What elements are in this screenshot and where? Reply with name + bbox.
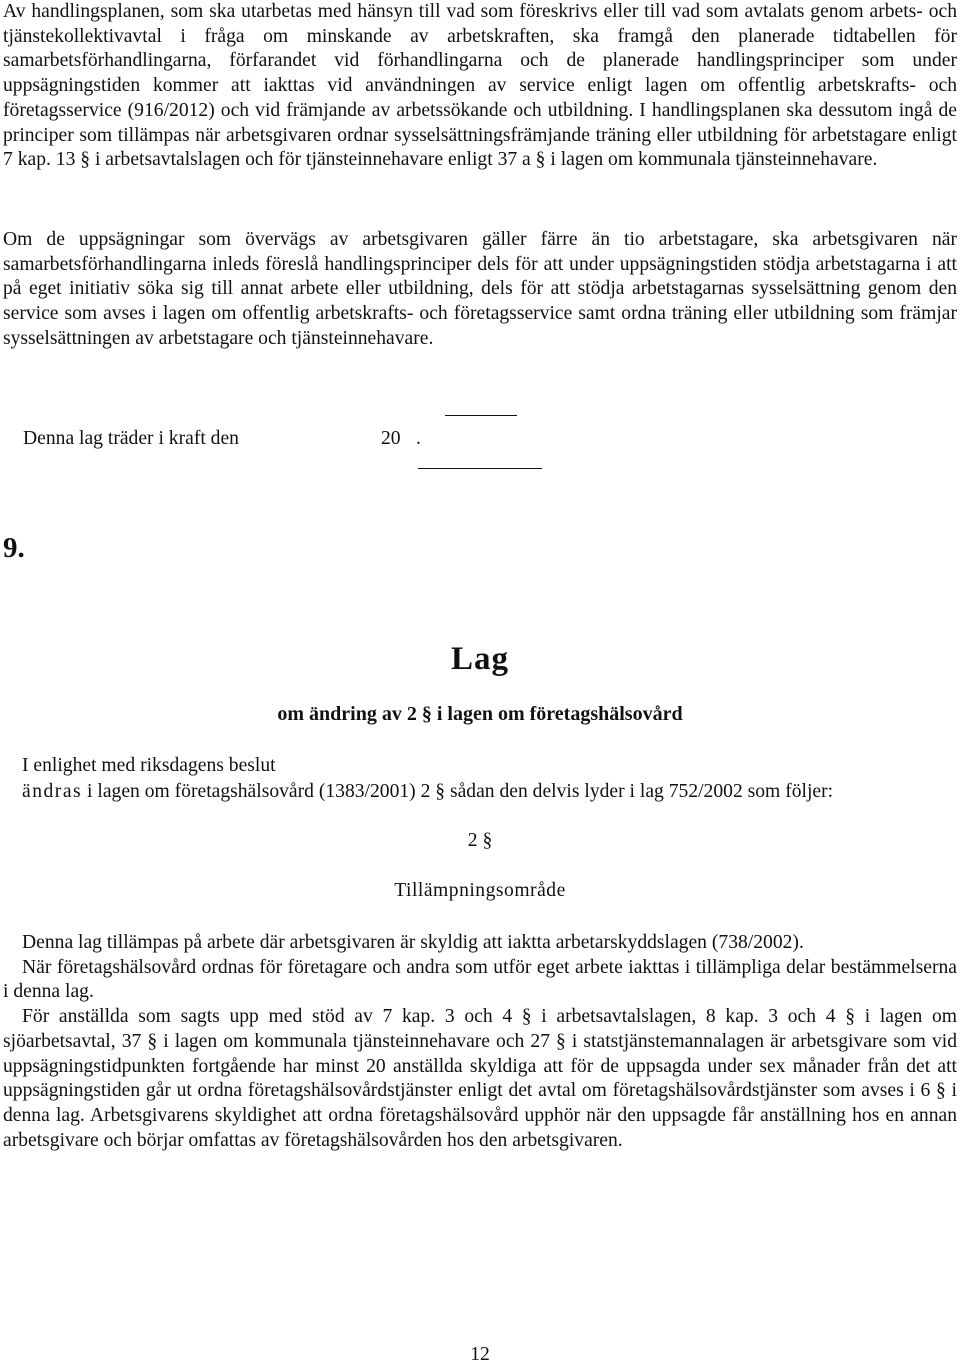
decree-amendment — [3, 780, 957, 805]
section-number: 9. — [3, 532, 25, 564]
body-paragraph-entrepreneurs: När företagshälsovård ordnas för företagare och andra som utför eget arbete iakttas i tillämpliga delar bestämmelserna i denna lag. — [3, 956, 957, 1003]
body-paragraph-dismissed-employees: För anställda som sagts upp med stöd av 7 kap. 3 och 4 § i arbetsavtalslagen, 8 kap. 3 och 4 § i lagen om sjöarbetsavtal, 37 § i lagen om kommunala tjänsteinnehavare och 27 § i statstjänstemannalagen är arbetsgivare som vid uppsägningstidpunkten fortgående har minst 20 anställda skyldiga att för de uppsagda under sex månader från det att uppsägningstiden går ut ordna företagshälsovårdstjänster enligt det avtal om företagshälsovårdstjänster som avses i 6 § i denna lag. Arbetsgivarens skyldighet att ordna företagshälsovård upphör när den uppsagde får anställning hos en annan arbetsgivare och börjar omfattas av företagshälsovården hos den arbetsgivaren. — [3, 1006, 957, 1151]
body-paragraph-scope: Denna lag tillämpas på arbete där arbetsgivaren är skyldig att iaktta arbetarskyddslagen (738/2002). — [22, 932, 804, 953]
entry-into-force-text: Denna lag träder i kraft den — [23, 428, 239, 449]
paragraph-body — [3, 931, 957, 1153]
entry-into-force-year: 20 — [381, 428, 401, 449]
date-blank-line-upper — [445, 415, 517, 416]
paragraph-heading: Tillämpningsområde — [394, 880, 566, 901]
paragraph-fewer-than-ten: Om de uppsägningar som övervägs av arbetsgivaren gäller färre än tio arbetstagare, ska arbetsgivaren när samarbetsförhandlingarna inleds föreslå handlingsprinciper dels för att under uppsägningstiden stödja arbetstagarna i att på eget initiativ söka sig till annat arbete eller utbildning, dels för att stödja arbetstagarnas sysselsättning genom den service som avses i lagen om offentlig arbetskrafts- och företagsservice samt ordna träning eller utbildning som främjar sysselsättningen av arbetstagare och tjänsteinnehavare. — [3, 229, 957, 349]
law-title: Lag — [450, 641, 509, 677]
decree-intro: I enlighet med riksdagens beslut — [22, 755, 276, 776]
page-number: 12 — [470, 1344, 490, 1365]
decree-amend-word: ändras — [22, 781, 83, 802]
decree-amendment-rest: i lagen om företagshälsovård (1383/2001) 2 § sådan den delvis lyder i lag 752/2002 som följer: — [82, 781, 834, 802]
law-subtitle: om ändring av 2 § i lagen om företagshälsovård — [277, 703, 683, 725]
date-blank-line-lower — [418, 468, 542, 469]
paragraph-action-plan: Av handlingsplanen, som ska utarbetas med hänsyn till vad som föreskrivs eller till vad som avtalats genom arbets- och tjänstekollektivavtal i fråga om minskande av arbetskraften, ska framgå den planerade tidtabellen för samarbetsförhandlingarna, förfarandet vid förhandlingarna och de planerade handlingsprinciper som under uppsägningstiden kommer att iakttas vid användningen av service enligt lagen om offentlig arbetskrafts- och företagsservice (916/2012) och vid främjande av arbetssökande och utbildning. I handlingsplanen ska dessutom ingå de principer som tillämpas när arbetsgivaren ordnar sysselsättningsfrämjande träning eller utbildning för arbetstagare enligt 7 kap. 13 § i arbetsavtalslagen och för tjänsteinnehavare enligt 37 a § i lagen om kommunala tjänsteinnehavare. — [3, 1, 957, 171]
entry-into-force-dot: . — [416, 428, 421, 449]
paragraph-mark: 2 § — [467, 830, 493, 851]
